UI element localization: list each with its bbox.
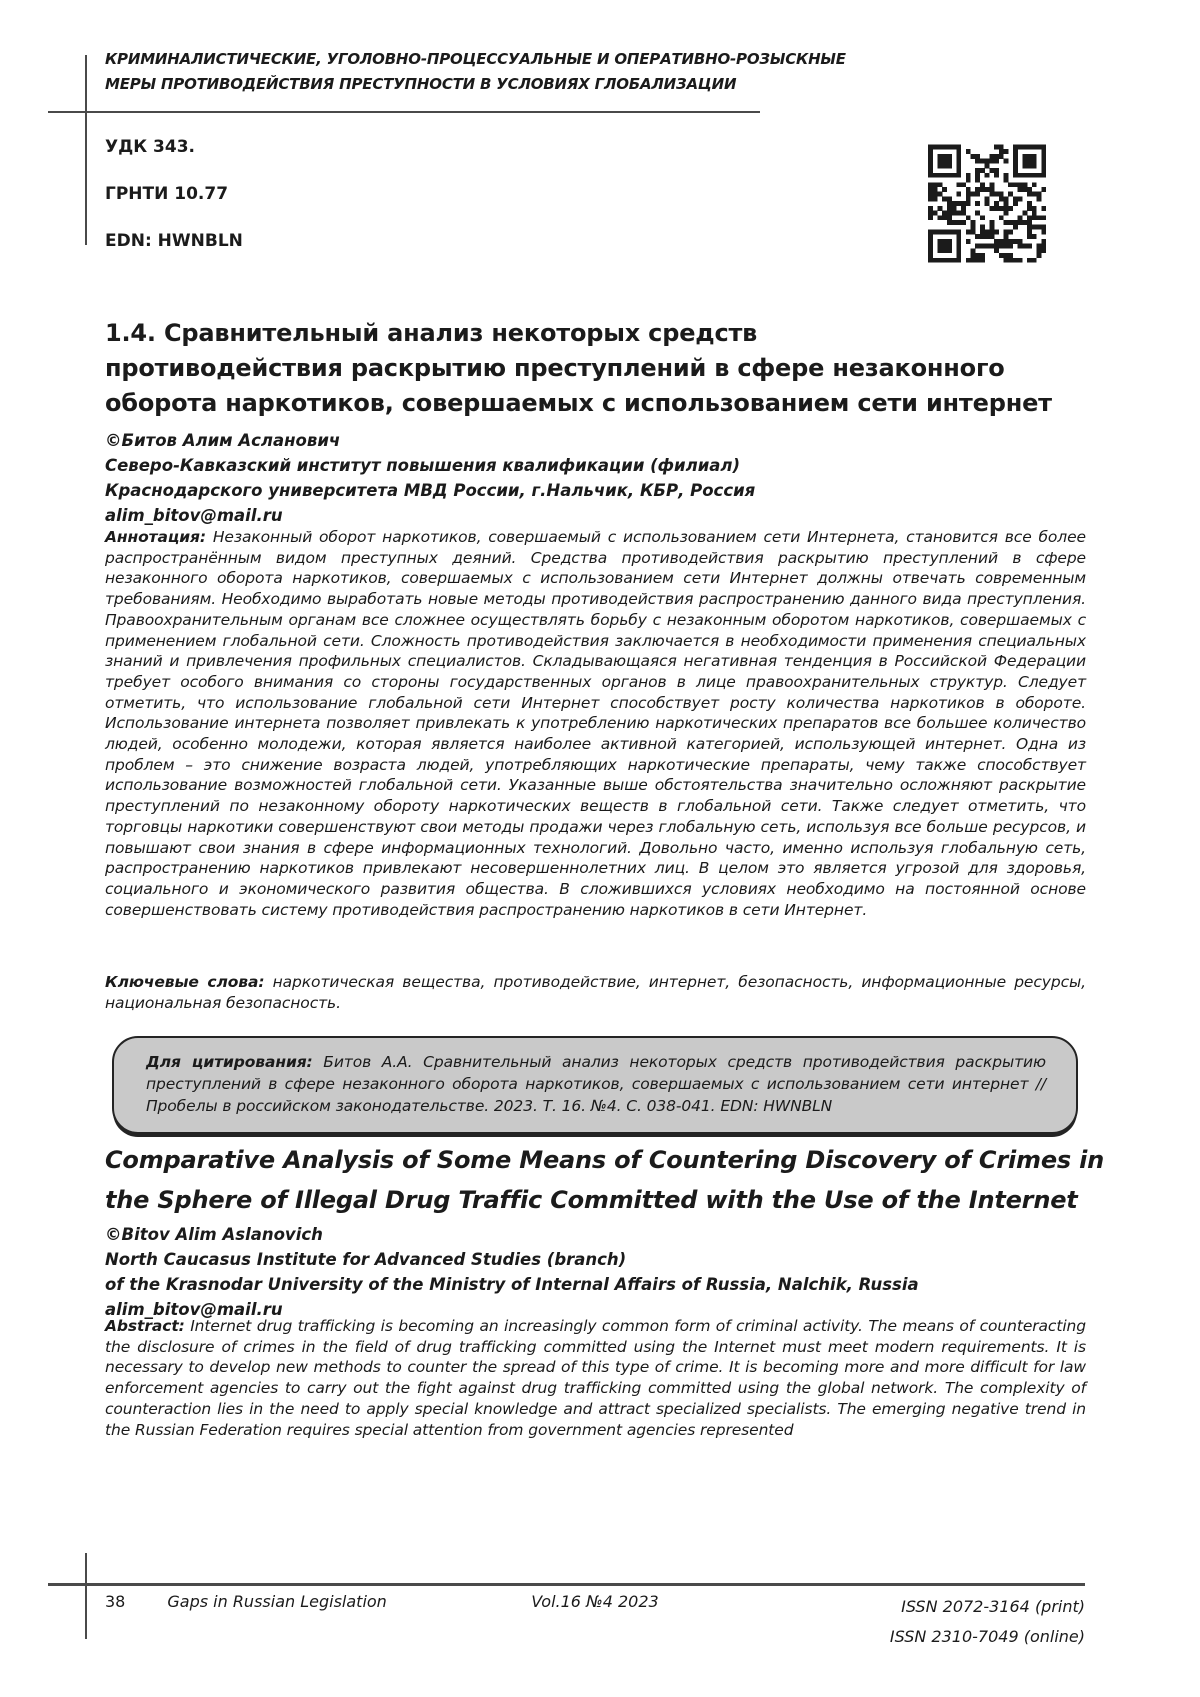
article-title-ru-line1: 1.4. Сравнительный анализ некоторых средств bbox=[105, 319, 758, 347]
annotation-text: Незаконный оборот наркотиков, совершаемый с использованием сети Интернета, становится все более распространённым видом преступных деяний. Средства противодействия раскрытию преступлений в сфере незаконного оборота наркотиков, совершаемых с использованием сети Интернет должны отвечать современным требованиям. Необходимо выработать новые методы противодействия распространению данного вида преступления. Правоохранительным органам все сложнее осуществлять борьбу с незаконным оборотом наркотиков, совершаемых с применением глобальной сети. Сложность противодействия заключается в необходимости применения специальных знаний и привлечения профильных специалистов. Складывающаяся негативная тенденция в Российской Федерации требует особого внимания со стороны государственных органов в лице правоохранительных структур. Следует отметить, что использование глобальной сети Интернет способствует росту количества наркотиков в обороте. Использование интернета позволяет привлекать к употреблению наркотических препаратов все большее количество людей, особенно молодежи, которая является наиболее активной категорией, использующей интернет. Одна из проблем – это снижение возраста людей, употребляющих наркотические препараты, чему также способствует использование возможностей глобальной сети. Указанные выше обстоятельства значительно осложняют раскрытие преступлений по незаконному обороту наркотических веществ в глобальной сети. Также следует отметить, что торговцы наркотики совершенствуют свои методы продажи через глобальную сеть, используя все больше ресурсов, и повышают свои знания в сфере информационных технологий. Довольно часто, именно используя глобальную сеть, распространению наркотиков привлекают несовершеннолетних лиц. В целом это является угрозой для здоровья, социального и экономического развития общества. В сложившихся условиях необходимо на постоянной основе совершенствовать систему противодействия распространению наркотиков в сети Интернет. bbox=[105, 528, 1086, 919]
citation-paragraph bbox=[146, 1051, 1046, 1117]
article-title-ru-line2: противодействия раскрытию преступлений в сфере незаконного bbox=[105, 354, 1005, 382]
header-divider-rule bbox=[48, 111, 760, 113]
keywords-paragraph bbox=[105, 972, 1086, 1013]
citation-label: Для цитирования: bbox=[146, 1053, 313, 1071]
author-block-ru bbox=[105, 428, 755, 528]
author-email-en: alim_bitov@mail.ru bbox=[105, 1300, 283, 1319]
author-name-ru: ©Битов Алим Асланович bbox=[105, 431, 341, 450]
footer-issn bbox=[758, 1592, 1085, 1652]
affiliation-ru-2: Краснодарского университета МВД России, г.Нальчик, КБР, Россия bbox=[105, 481, 756, 500]
article-title-ru bbox=[105, 316, 1105, 421]
issn-online: ISSN 2310-7049 (online) bbox=[889, 1627, 1086, 1646]
running-head-line1: КРИМИНАЛИСТИЧЕСКИЕ, УГОЛОВНО-ПРОЦЕССУАЛЬНЫЕ И ОПЕРАТИВНО-РОЗЫСКНЫЕ bbox=[105, 50, 846, 68]
author-block-en bbox=[105, 1222, 919, 1322]
footer bbox=[105, 1592, 1085, 1652]
author-email-ru: alim_bitov@mail.ru bbox=[105, 506, 283, 525]
qr-code-icon bbox=[928, 142, 1046, 265]
keywords-label: Ключевые слова: bbox=[105, 973, 265, 991]
annotation-paragraph bbox=[105, 527, 1086, 920]
running-head bbox=[105, 47, 965, 97]
page-number: 38 bbox=[105, 1592, 126, 1611]
author-name-en: ©Bitov Alim Aslanovich bbox=[105, 1225, 323, 1244]
bottom-left-vertical-rule bbox=[85, 1553, 87, 1639]
article-title-en-line2: the Sphere of Illegal Drug Traffic Committed with the Use of the Internet bbox=[105, 1186, 1078, 1214]
edn-label: EDN: HWNBLN bbox=[105, 231, 243, 251]
journal-title: Gaps in Russian Legislation bbox=[167, 1592, 387, 1611]
running-head-line2: МЕРЫ ПРОТИВОДЕЙСТВИЯ ПРЕСТУПНОСТИ В УСЛОВИЯХ ГЛОБАЛИЗАЦИИ bbox=[105, 75, 737, 93]
grnti-label: ГРНТИ 10.77 bbox=[105, 184, 229, 204]
keywords-text: наркотическая вещества, противодействие, интернет, безопасность, информационные ресурсы, национальная безопасность. bbox=[105, 973, 1086, 1012]
abstract-label: Abstract: bbox=[105, 1317, 185, 1335]
citation-text: Битов А.А. Сравнительный анализ некоторых средств противодействия раскрытию преступлений в сфере незаконного оборота наркотиков, совершаемых с использованием сети интернет // Пробелы в российском законодательстве. 2023. Т. 16. №4. С. 038-041. EDN: HWNBLN bbox=[146, 1053, 1046, 1115]
affiliation-en-1: North Caucasus Institute for Advanced Studies (branch) bbox=[105, 1250, 627, 1269]
top-left-vertical-rule bbox=[85, 55, 87, 245]
affiliation-ru-1: Северо-Кавказский институт повышения квалификации (филиал) bbox=[105, 456, 741, 475]
issn-print: ISSN 2072-3164 (print) bbox=[901, 1597, 1086, 1616]
citation-box bbox=[112, 1036, 1078, 1134]
article-title-ru-line3: оборота наркотиков, совершаемых с использованием сети интернет bbox=[105, 389, 1052, 417]
abstract-paragraph bbox=[105, 1316, 1086, 1440]
footer-left bbox=[105, 1592, 432, 1611]
abstract-text: Internet drug trafficking is becoming an increasingly common form of criminal activity. The means of counteracting the disclosure of crimes in the field of drug trafficking committed using the Internet must meet modern requirements. It is necessary to develop new methods to counter the spread of this type of crime. It is becoming more and more difficult for law enforcement agencies to carry out the fight against drug trafficking committed using the global network. The complexity of counteraction lies in the need to apply special knowledge and attract specialized specialists. The emerging negative trend in the Russian Federation requires special attention from government agencies represented bbox=[105, 1317, 1086, 1439]
footer-divider-rule bbox=[48, 1583, 1085, 1586]
udk-label: УДК 343. bbox=[105, 137, 196, 157]
article-title-en-line1: Comparative Analysis of Some Means of Countering Discovery of Crimes in bbox=[105, 1146, 1105, 1174]
volume-info: Vol.16 №4 2023 bbox=[531, 1592, 659, 1611]
annotation-label: Аннотация: bbox=[105, 528, 207, 546]
article-meta bbox=[105, 137, 243, 278]
article-title-en bbox=[105, 1140, 1145, 1220]
affiliation-en-2: of the Krasnodar University of the Ministry of Internal Affairs of Russia, Nalchik, Russia bbox=[105, 1275, 919, 1294]
